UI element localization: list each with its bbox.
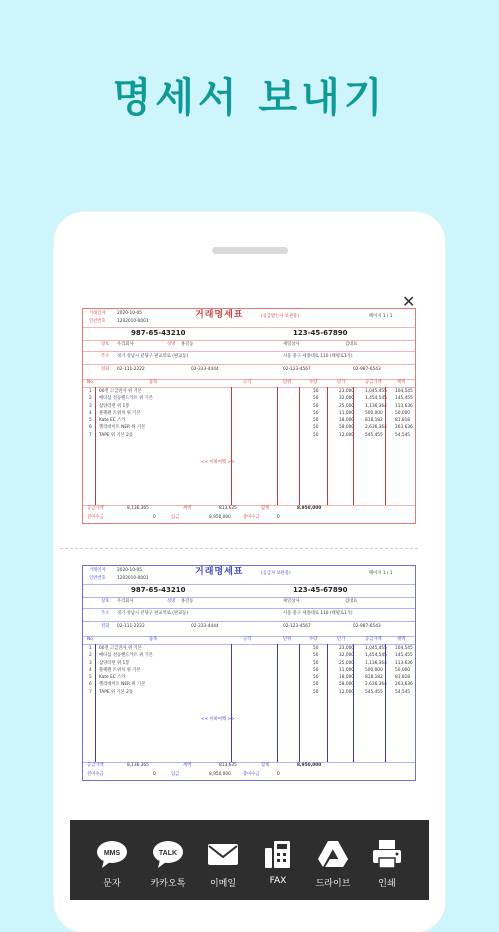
cell-qty: 50 xyxy=(313,660,319,666)
copy-label: (공급받는자 보관용) xyxy=(261,314,299,319)
supplier-rep-label: 성명 xyxy=(167,342,176,347)
cell-name: 00전 고급전자 위 기본 xyxy=(99,389,142,394)
share-kakaotalk-label: 카카오톡 xyxy=(150,879,186,889)
col-spec: 규격 xyxy=(243,637,252,642)
svg-text:TALK: TALK xyxy=(158,850,178,857)
supplier-address: 경기 성남시 분당구 판교역로 (판교동) xyxy=(117,611,189,616)
cell-tax: 54,545 xyxy=(395,689,411,695)
serial-value: 1202010-0001 xyxy=(117,319,149,324)
col-tax: 세액 xyxy=(397,380,406,385)
cell-supply: 500,000 xyxy=(365,410,383,416)
col-spec: 규격 xyxy=(243,380,252,385)
date-label: 거래일자 xyxy=(89,311,106,316)
cell-qty: 50 xyxy=(313,653,319,659)
col-item: 품목 xyxy=(149,637,158,642)
tax-total: 813,635 xyxy=(219,763,237,768)
cell-name: 삼양라면 위 1봉 xyxy=(99,403,130,409)
invoice-preview-buyer-copy[interactable] xyxy=(82,308,416,524)
cell-price: 12,000 xyxy=(339,689,355,695)
print-button[interactable] xyxy=(359,820,415,900)
supplier-rep: 홍길동 xyxy=(181,599,194,604)
col-no: No xyxy=(87,637,93,642)
share-email-button[interactable] xyxy=(195,820,251,900)
share-fax-button[interactable] xyxy=(250,820,306,900)
address-label: 주소 xyxy=(101,611,110,616)
cell-no: 5 xyxy=(89,418,92,424)
cell-no: 4 xyxy=(89,410,92,416)
cell-no: 7 xyxy=(89,689,92,695)
supplier-address: 경기 성남시 분당구 판교역로 (판교동) xyxy=(117,354,189,359)
cell-name: 메타섬 전동핸드카트 위 기본 xyxy=(99,396,153,402)
cell-tax: 81,818 xyxy=(395,675,411,681)
cell-no: 7 xyxy=(89,432,92,438)
cell-price: 11,000 xyxy=(339,410,355,416)
cell-tax: 104,545 xyxy=(395,646,413,651)
supplier-name-label: 상호 xyxy=(101,599,110,604)
serial-value: 1202010-0001 xyxy=(117,576,149,581)
cell-name: 00전 고급전자 위 기본 xyxy=(99,646,142,651)
date-value: 2020-10-05 xyxy=(117,568,142,573)
received: 8,950,000 xyxy=(209,515,231,520)
cell-supply: 1,454,545 xyxy=(365,653,387,659)
mms-icon xyxy=(96,838,128,870)
cell-no: 5 xyxy=(89,675,92,681)
cell-name: 헬리데이트 NER 위 기본 xyxy=(99,425,146,431)
supply-total-label: 공급가액 xyxy=(87,506,104,511)
cell-supply: 818,182 xyxy=(365,418,383,424)
cell-price: 58,000 xyxy=(339,425,355,431)
cell-tax: 263,636 xyxy=(395,682,413,688)
cell-supply: 1,045,455 xyxy=(365,389,387,394)
cell-qty: 50 xyxy=(313,396,319,402)
share-kakaotalk-button[interactable] xyxy=(140,820,196,900)
cell-supply: 2,636,364 xyxy=(365,682,387,688)
cell-tax: 113,636 xyxy=(395,403,413,409)
cell-tax: 145,455 xyxy=(395,653,413,659)
cell-qty: 50 xyxy=(313,675,319,681)
buyer-rep: 김대표 xyxy=(345,599,358,604)
cell-name: 블랙펜 트위처 위 기본 xyxy=(99,667,141,673)
supplier-name-label: 상호 xyxy=(101,342,110,347)
supplier-fax: 02-333-4444 xyxy=(191,624,219,629)
share-drive-label: 드라이브 xyxy=(315,879,351,889)
cell-price: 32,000 xyxy=(339,653,355,659)
cell-tax: 50,000 xyxy=(395,667,411,673)
supplier-name: 우리회사 xyxy=(117,599,134,604)
sum-total: 8,950,000 xyxy=(297,506,322,511)
item-list xyxy=(87,390,413,441)
cell-name: Kate EC 스카 xyxy=(99,675,126,681)
copy-label: (공급자 보관용) xyxy=(261,571,291,576)
cell-qty: 50 xyxy=(313,389,319,394)
buyer-name: 제일상사 xyxy=(283,599,300,604)
cell-qty: 50 xyxy=(313,646,319,651)
cell-qty: 50 xyxy=(313,425,319,431)
tel-label: 전화 xyxy=(101,624,110,629)
buyer-address: 서울 중구 세종대로 110 (태평로1가) xyxy=(283,611,353,616)
cell-supply: 545,455 xyxy=(365,432,383,438)
headline: 명세서 보내기 xyxy=(112,75,387,121)
cell-name: 블랙펜 트위처 위 기본 xyxy=(99,410,141,416)
cell-name: TAPE 위 기본 2롤 xyxy=(99,689,133,695)
buyer-address: 서울 중구 세종대로 110 (태평로1가) xyxy=(283,354,353,359)
svg-text:MMS: MMS xyxy=(103,850,121,857)
col-item: 품목 xyxy=(149,380,158,385)
cell-price: 23,000 xyxy=(339,646,355,651)
serial-label: 일련번호 xyxy=(89,319,106,324)
cell-no: 6 xyxy=(89,682,92,688)
col-tax: 세액 xyxy=(397,637,406,642)
date-label: 거래일자 xyxy=(89,568,106,573)
col-qty: 수량 xyxy=(309,380,318,385)
col-unit: 단위 xyxy=(283,380,292,385)
page-indicator: 페이지 1 / 1 xyxy=(369,314,393,319)
buyer-tel: 02-123-4567 xyxy=(283,624,311,629)
item-list xyxy=(87,647,413,698)
share-mms-button[interactable] xyxy=(84,820,140,900)
buyer-fax: 02-987-6543 xyxy=(353,624,381,629)
cell-tax: 81,818 xyxy=(395,418,411,424)
supply-total: 8,136,365 xyxy=(127,763,149,768)
supplier-bizno: 987-65-43210 xyxy=(131,329,186,337)
prev-balance: 0 xyxy=(153,515,156,520)
cell-tax: 104,545 xyxy=(395,389,413,394)
supplier-fax: 02-333-4444 xyxy=(191,367,219,372)
sum-label: 합계 xyxy=(261,506,270,511)
cell-tax: 50,000 xyxy=(395,410,411,416)
buyer-bizno: 123-45-67890 xyxy=(293,329,348,337)
balance-label: 총미수금 xyxy=(243,772,260,777)
balance-label: 총미수금 xyxy=(243,515,260,520)
end-note: << 이하여백 >> xyxy=(201,460,235,465)
cell-no: 1 xyxy=(89,646,92,651)
cell-price: 25,000 xyxy=(339,660,355,666)
prev-balance-label: 전미수금 xyxy=(87,515,104,520)
cell-no: 4 xyxy=(89,667,92,673)
cell-name: TAPE 위 기본 2롤 xyxy=(99,432,133,438)
share-fax-label: FAX xyxy=(269,876,287,886)
cell-qty: 50 xyxy=(313,682,319,688)
cell-qty: 50 xyxy=(313,418,319,424)
col-no: No xyxy=(87,380,93,385)
email-icon xyxy=(207,838,239,870)
cell-price: 32,000 xyxy=(339,396,355,402)
serial-label: 일련번호 xyxy=(89,576,106,581)
col-unit: 단위 xyxy=(283,637,292,642)
drive-icon xyxy=(317,838,349,870)
received-label: 입금 xyxy=(171,772,180,777)
sum-total: 8,950,000 xyxy=(297,763,322,768)
cell-no: 2 xyxy=(89,396,92,402)
phone-speaker xyxy=(212,247,288,254)
tax-total-label: 세액 xyxy=(183,763,192,768)
share-mms-label: 문자 xyxy=(103,879,121,889)
col-supply: 공급가액 xyxy=(365,637,382,642)
cell-qty: 50 xyxy=(313,410,319,416)
tel-label: 전화 xyxy=(101,367,110,372)
tax-total: 813,635 xyxy=(219,506,237,511)
cell-supply: 818,182 xyxy=(365,675,383,681)
balance: 0 xyxy=(277,772,280,777)
invoice-preview-supplier-copy[interactable] xyxy=(82,565,416,781)
cell-supply: 545,455 xyxy=(365,689,383,695)
buyer-name: 제일상사 xyxy=(283,342,300,347)
cell-qty: 50 xyxy=(313,403,319,409)
cell-supply: 1,454,545 xyxy=(365,396,387,402)
cell-name: 메타섬 전동핸드카트 위 기본 xyxy=(99,653,153,659)
cell-name: 헬리데이트 NER 위 기본 xyxy=(99,682,146,688)
page-indicator: 페이지 1 / 1 xyxy=(369,571,393,576)
col-qty: 수량 xyxy=(309,637,318,642)
table-row xyxy=(87,691,413,698)
supply-total-label: 공급가액 xyxy=(87,763,104,768)
cell-no: 2 xyxy=(89,653,92,659)
supplier-rep-label: 성명 xyxy=(167,599,176,604)
page-divider xyxy=(60,548,418,549)
cell-price: 12,000 xyxy=(339,432,355,438)
cell-price: 58,000 xyxy=(339,682,355,688)
cell-tax: 145,455 xyxy=(395,396,413,402)
col-price: 단가 xyxy=(337,637,346,642)
supplier-rep: 홍길동 xyxy=(181,342,194,347)
supplier-tel: 02-111-2222 xyxy=(117,624,145,629)
date-value: 2020-10-05 xyxy=(117,311,142,316)
buyer-rep: 김대표 xyxy=(345,342,358,347)
received: 8,950,000 xyxy=(209,772,231,777)
col-supply: 공급가액 xyxy=(365,380,382,385)
supplier-bizno: 987-65-43210 xyxy=(131,586,186,594)
share-drive-button[interactable] xyxy=(305,820,361,900)
share-toolbar xyxy=(70,820,429,900)
print-icon xyxy=(371,838,403,870)
buyer-fax: 02-987-6543 xyxy=(353,367,381,372)
prev-balance: 0 xyxy=(153,772,156,777)
cell-name: Kate EC 스카 xyxy=(99,418,126,424)
cell-supply: 1,045,455 xyxy=(365,646,387,651)
cell-no: 3 xyxy=(89,660,92,666)
cell-price: 25,000 xyxy=(339,403,355,409)
table-row xyxy=(87,434,413,441)
cell-tax: 54,545 xyxy=(395,432,411,438)
prev-balance-label: 전미수금 xyxy=(87,772,104,777)
cell-qty: 50 xyxy=(313,432,319,438)
supplier-tel: 02-111-2222 xyxy=(117,367,145,372)
balance: 0 xyxy=(277,515,280,520)
buyer-bizno: 123-45-67890 xyxy=(293,586,348,594)
kakaotalk-icon xyxy=(152,838,184,870)
cell-supply: 1,136,364 xyxy=(365,403,387,409)
cell-no: 6 xyxy=(89,425,92,431)
cell-price: 18,000 xyxy=(339,418,355,424)
cell-qty: 50 xyxy=(313,667,319,673)
cell-name: 삼양라면 위 1봉 xyxy=(99,660,130,666)
cell-supply: 1,136,364 xyxy=(365,660,387,666)
cell-tax: 113,636 xyxy=(395,660,413,666)
fax-icon xyxy=(262,838,294,870)
cell-price: 18,000 xyxy=(339,675,355,681)
cell-no: 1 xyxy=(89,389,92,394)
invoice-title: 거래명세표 xyxy=(195,310,244,320)
close-icon[interactable]: ✕ xyxy=(402,292,416,311)
cell-tax: 263,636 xyxy=(395,425,413,431)
print-label: 인쇄 xyxy=(378,879,396,889)
cell-supply: 2,636,364 xyxy=(365,425,387,431)
cell-price: 11,000 xyxy=(339,667,355,673)
cell-qty: 50 xyxy=(313,689,319,695)
end-note: << 이하여백 >> xyxy=(201,717,235,722)
tax-total-label: 세액 xyxy=(183,506,192,511)
share-email-label: 이메일 xyxy=(209,879,237,889)
received-label: 입금 xyxy=(171,515,180,520)
buyer-tel: 02-123-4567 xyxy=(283,367,311,372)
cell-price: 23,000 xyxy=(339,389,355,394)
cell-supply: 500,000 xyxy=(365,667,383,673)
supply-total: 8,136,365 xyxy=(127,506,149,511)
invoice-title: 거래명세표 xyxy=(195,567,244,577)
cell-no: 3 xyxy=(89,403,92,409)
col-price: 단가 xyxy=(337,380,346,385)
sum-label: 합계 xyxy=(261,763,270,768)
address-label: 주소 xyxy=(101,354,110,359)
supplier-name: 우리회사 xyxy=(117,342,134,347)
